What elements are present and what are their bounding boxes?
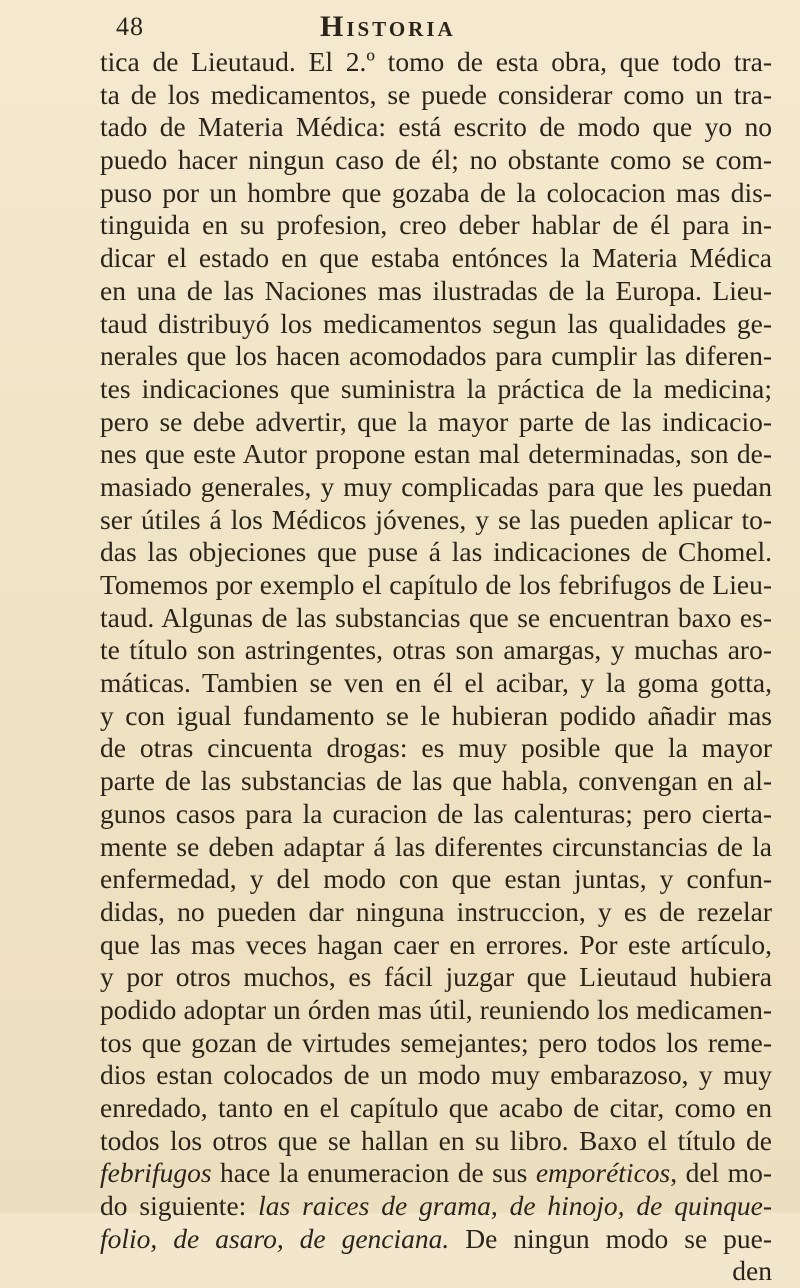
text-line: [100, 602, 772, 635]
text-run: tado de Materia Médica: está escrito de modo que yo no: [100, 111, 772, 143]
text-run: enredado, tanto en el capítulo que acabo de citar, como en: [100, 1092, 772, 1123]
running-head: Historia: [320, 10, 456, 43]
text-line: [100, 994, 772, 1027]
text-line: [100, 667, 772, 700]
text-run: puedo hacer ningun caso de él; no obstante como se com-: [100, 144, 772, 176]
text-line: [100, 536, 772, 569]
text-line: [100, 1255, 772, 1288]
text-run: tica de Lieutaud. El 2.º tomo de esta obra, que todo tra-: [100, 46, 772, 77]
page-header: [0, 10, 800, 44]
text-line: [100, 209, 772, 242]
text-run: taud distribuyó los medicamentos segun las qualidades ge-: [100, 307, 772, 339]
text-line: [100, 406, 772, 439]
text-line: [100, 504, 772, 537]
text-line: [100, 765, 772, 798]
text-run: Tomemos por exemplo el capítulo de los febrifugos de Lieu-: [100, 569, 772, 600]
italic-run: folio, de asaro, de genciana.: [100, 1222, 450, 1254]
text-line: [100, 438, 772, 471]
body-text: [100, 46, 772, 1288]
text-line: [100, 1157, 772, 1190]
text-run: en una de las Naciones mas ilustradas de la Europa. Lieu-: [100, 274, 772, 306]
italic-run: las raices de grama, de hinojo, de quinque-: [258, 1190, 772, 1222]
text-run: tes indicaciones que suministra la práctica de la medicina;: [100, 372, 772, 404]
text-run: hace la enumeracion de sus: [211, 1157, 536, 1189]
text-line: [100, 1223, 772, 1256]
text-line: [100, 373, 772, 406]
text-run: puso por un hombre que gozaba de la colocacion mas dis-: [100, 176, 772, 208]
text-line: [100, 1190, 772, 1223]
text-line: [100, 340, 772, 373]
text-run: nerales que los hacen acomodados para cumplir las diferen-: [100, 340, 772, 372]
text-line: [100, 863, 772, 896]
text-run: De ningun modo se pue-: [449, 1222, 772, 1254]
text-run: tinguida en su profesion, creo deber hablar de él para in-: [100, 209, 772, 241]
text-run: didas, no pueden dar ninguna instruccion, y es de rezelar: [100, 895, 772, 927]
text-line: [100, 111, 772, 144]
text-run: y con igual fundamento se le hubieran podido añadir mas: [100, 699, 772, 731]
text-line: [100, 1092, 772, 1125]
text-run: tos que gozan de virtudes semejantes; pero todos los reme-: [100, 1026, 772, 1058]
text-run: máticas. Tambien se ven en él el acibar, y la goma gotta,: [100, 667, 772, 699]
text-line: [100, 275, 772, 308]
text-line: [100, 831, 772, 864]
text-run: todos los otros que se hallan en su libro. Baxo el título de: [100, 1124, 772, 1156]
text-line: [100, 46, 772, 79]
text-line: [100, 308, 772, 341]
text-run: das las objeciones que puse á las indicaciones de Chomel.: [100, 536, 772, 568]
text-line: [100, 144, 772, 177]
text-line: [100, 896, 772, 929]
text-run: y por otros muchos, es fácil juzgar que Lieutaud hubiera: [100, 961, 772, 993]
text-run: ta de los medicamentos, se puede considerar como un tra-: [100, 78, 772, 110]
text-line: [100, 700, 772, 733]
text-line: [100, 471, 772, 504]
text-run: mente se deben adaptar á las diferentes circunstancias de la: [100, 830, 772, 862]
text-run: dios estan colocados de un modo muy embarazoso, y muy: [100, 1059, 772, 1091]
text-line: [100, 929, 772, 962]
text-run: pero se debe advertir, que la mayor parte de las indicacio-: [100, 405, 772, 437]
text-run: , del mo-: [670, 1157, 772, 1189]
text-run: do siguiente:: [100, 1190, 259, 1222]
text-run: ser útiles á los Médicos jóvenes, y se las pueden aplicar to-: [100, 503, 772, 535]
italic-run: febrifugos: [100, 1157, 212, 1189]
text-run: que las mas veces hagan caer en errores. Por este artículo,: [100, 928, 772, 960]
text-run: masiado generales, y muy complicadas para que les puedan: [100, 470, 772, 502]
text-line: [100, 1027, 772, 1060]
text-run: podido adoptar un órden mas útil, reuniendo los medicamen-: [100, 993, 772, 1025]
text-line: [100, 732, 772, 765]
text-run: den: [732, 1255, 772, 1287]
text-line: [100, 961, 772, 994]
text-line: [100, 242, 772, 275]
text-line: [100, 798, 772, 831]
text-line: [100, 1059, 772, 1092]
text-line: [100, 569, 772, 602]
text-run: enfermedad, y del modo con que estan juntas, y confun-: [100, 863, 772, 895]
text-run: te título son astringentes, otras son amargas, y muchas aro-: [100, 634, 772, 666]
text-run: de otras cincuenta drogas: es muy posible que la mayor: [100, 732, 772, 764]
text-run: gunos casos para la curacion de las calenturas; pero cierta-: [100, 797, 772, 829]
page-number: 48: [116, 12, 144, 41]
text-run: nes que este Autor propone estan mal determinadas, son de-: [100, 438, 772, 470]
text-run: taud. Algunas de las substancias que se encuentran baxo es-: [100, 601, 772, 633]
text-line: [100, 634, 772, 667]
text-line: [100, 177, 772, 210]
text-run: parte de las substancias de las que habla, convengan en al-: [100, 765, 772, 797]
text-line: [100, 79, 772, 112]
text-run: dicar el estado en que estaba entónces la Materia Médica: [100, 242, 772, 274]
italic-run: emporéticos: [535, 1157, 671, 1189]
text-line: [100, 1125, 772, 1158]
